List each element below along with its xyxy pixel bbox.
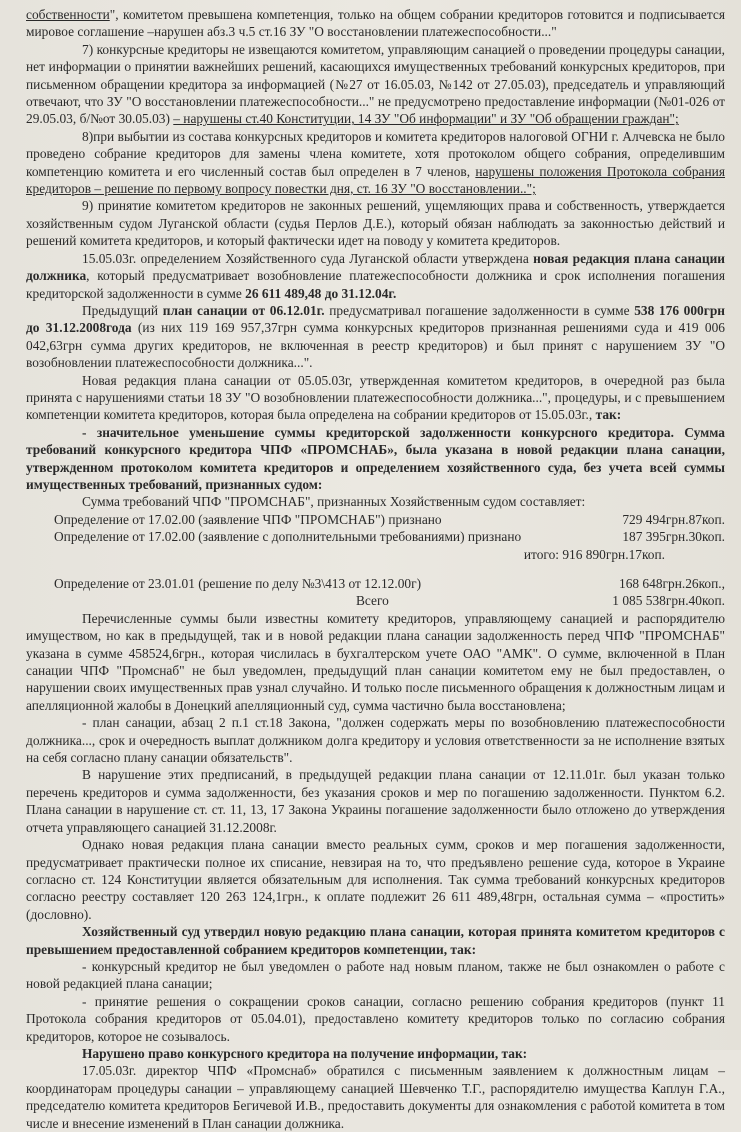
text-segment: (из них 119 169 957,37грн сумма конкурсных кредиторов признанная решениями суда и 419 006 042,63грн сумма других кредиторов, не включенная в реестр кредиторов) и был принят с нарушением ЗУ "О возобновлении платежеспособности должника...".: [26, 320, 725, 371]
paragraph: [26, 610, 725, 714]
claims-gap: [26, 563, 725, 575]
paragraph: [26, 923, 725, 958]
paragraph: [26, 128, 725, 198]
paragraph: [26, 1062, 725, 1132]
text-segment: , который предусматривает возобновление платежеспособности должника и срок исполнения погашения кредиторской задолженности в сумме: [26, 268, 725, 301]
claim-amount: 187 395грн.30коп.: [622, 529, 725, 545]
paragraph: [26, 836, 725, 923]
claim-row-3: [26, 575, 725, 592]
text-segment: 7) конкурсные кредиторы не извещаются комитетом, управляющим санацией о проведении процедуры санации, нет информации о принятии важнейших решений, касающихся имущественных требований конкурсных кредиторов, при письменном обращении кредитора за информацией (№27 от 16.05.03, №142 от 27.05.03), председатель и управляющий отвечают, что ЗУ "О восстановлении платежеспособности..." не предусмотрено предоставление информации (№01-026 от 29.05.03, б/№от 30.05.03): [26, 41, 725, 127]
document-body-part2: [26, 610, 725, 1132]
bold-text: 26 611 489,48 до 31.12.04г.: [245, 285, 397, 301]
paragraph: [26, 424, 725, 494]
paragraph: [26, 6, 725, 41]
claim-amount: 729 494грн.87коп.: [622, 511, 725, 527]
claims-intro: Сумма требований ЧПФ "ПРОМСНАБ", признанных Хозяйственным судом составляет:: [82, 494, 586, 510]
claim-label: Определение от 17.02.00 (заявление ЧПФ "ПРОМСНАБ") признано: [54, 511, 442, 527]
bold-text: 538 176 000грн до 31.12.2008года: [26, 302, 725, 336]
bold-text: Нарушено право конкурсного кредитора на получение информации, так:: [82, 1045, 528, 1061]
underlined-text: нарушены положения Протокола собрания кредиторов – решение по первому вопросу повестки дня, ст. 16 ЗУ "О восстановлении..";: [26, 163, 725, 197]
claims-rows: [26, 511, 725, 546]
paragraph: [26, 41, 725, 128]
text-segment: В нарушение этих предписаний, в предыдущей редакции плана санации от 12.11.01г. был указан только перечень кредиторов и сумма задолженности, без указания сроков и мер по погашению задолженности. Пунктом 6.2. Плана санации в нарушение ст. ст. 11, 13, 17 Закона Украины погашение задолженности было отложено до утверждения отчета управляющего санацией 31.12.2008г.: [26, 767, 725, 835]
text-segment: 9) принятие комитетом кредиторов не законных решений, ущемляющих права и собственность, утверждается хозяйственным судом Луганской области (судья Перлов Д.Е.), который обязан наблюдать за законностью действий и решений комитета кредиторов, и который фактически идет на поводу у комитета кредиторов.: [26, 198, 725, 249]
bold-text: - значительное уменьшение суммы кредиторской задолженности конкурсного кредитора. Сумма требований конкурсного кредитора ЧПФ «ПРОМСНАБ», была указана в новой редакции плана санации, утвержденном протоколом комитета кредиторов и определением хозяйственного суда, без учета всей суммы имущественных требований, признанных судом:: [26, 424, 725, 492]
text-segment: 15.05.03г. определением Хозяйственного суда Луганской области утверждена: [82, 250, 534, 266]
claim-label: Определение от 23.01.01 (решение по делу №3\413 от 12.12.00г): [54, 576, 422, 591]
text-segment: Однако новая редакция плана санации вместо реальных сумм, сроков и мер погашения задолженности, предусматривает практически полное их списание, невзирая на то, что предъявлено решение суда, которое в Украине согласно ст. 124 Конституции является обязательным для исполнения. Так сумма требований конкурсных кредиторов согласно реестру составляет 120 263 124,1грн., к оплате подлежит 26 611 489,48грн, остальная сумма – «простить» (дословно).: [26, 837, 725, 922]
text-segment: предусматривал погашение задолженности в сумме: [324, 302, 635, 318]
text-segment: - план санации, абзац 2 п.1 ст.18 Закона, "должен содержать меры по возобновлению платежеспособности должника..., срок и очередность выплат должником долга кредитору и условия ответственности за не исполнение взятых на себя согласно плану санации обязательств".: [26, 715, 725, 766]
claim-amount: 168 648грн.26коп.,: [619, 576, 725, 591]
claim-row: [26, 528, 725, 545]
paragraph: [26, 714, 725, 766]
text-segment: - принятие решения о сокращении сроков санации, согласно решению собрания кредиторов (пункт 11 Протокола собрания кредиторов от 05.04.01), предоставлено комитету кредиторов только по согласию собрания кредиторов, которое не созывалось.: [26, 993, 725, 1044]
bold-text: Хозяйственный суд утвердил новую редакцию плана санации, которая принята комитетом кредиторов с превышением предоставленной собранием кредиторов компетенции, так:: [26, 924, 725, 957]
claims-subtotal: итого: 916 890грн.17коп.: [523, 546, 665, 562]
paragraph: [26, 958, 725, 993]
text-segment: 17.05.03г. директор ЧПФ «Промснаб» обратился с письменным заявлением к должностным лицам – координаторам процедуры санации – управляющему санацией Шевченко Т.Г., распорядителю имущества Каплун Г.А., председателю комитета кредиторов Бегичевой И.В., предоставить документы для ознакомления с работой комитета в том числе и внесение изменений в План санации должника.: [26, 1063, 725, 1131]
paragraph: [26, 250, 725, 302]
text-segment: Предыдущий: [82, 302, 163, 318]
paragraph: [26, 766, 725, 836]
claims-total-label: Всего: [356, 593, 389, 609]
claims-total-amount: 1 085 538грн.40коп.: [612, 593, 725, 609]
claims-table: [26, 493, 725, 609]
claim-row: [26, 511, 725, 528]
claim-label: Определение от 17.02.00 (заявление с дополнительными требованиями) признано: [54, 529, 522, 545]
bold-text: так:: [595, 407, 622, 423]
text-segment: Новая редакция плана санации от 05.05.03г, утвержденная комитетом кредиторов, в очередной раз была принята с нарушениями статьи 18 ЗУ "О возобновлении платежеспособности должника...", процедуры, и с превышением компетенции комитета кредиторов, которая была определена на собрании кредиторов от 15.05.03г.,: [26, 372, 725, 423]
paragraph: [26, 993, 725, 1045]
document-body-part1: [26, 6, 725, 493]
paragraph: [26, 1045, 725, 1062]
paragraph: [26, 302, 725, 372]
text-segment: - конкурсный кредитор не был уведомлен о работе над новым планом, также не был ознакомлен о работе с новой редакцией плана санации;: [26, 958, 725, 992]
text-segment: Перечисленные суммы были известны комитету кредиторов, управляющему санацией и распорядителю имуществом, но как в предыдущей, так и в новой редакции плана санации задолженность перед ЧПФ "ПРОМСНАБ" указана в сумме 458524,6грн., которая числилась в бухгалтерском учете ОАО "АМК". О сумме, включенной в План санации ЧПФ "Промснаб" не был уведомлен, предыдущий план санации комитетом ему не был предоставлен, о нарушении своих имущественных прав узнал случайно. И только после письменного обращения к должностным лицам и апелляционной жалобы в Донецкий апелляционный суд, сумма частично была восстановлена;: [26, 610, 725, 713]
underlined-text: – нарушены ст.40 Конституции, 14 ЗУ "Об информации" и ЗУ "Об обращении граждан";: [173, 111, 679, 127]
paragraph: [26, 197, 725, 249]
claims-total-row: [26, 592, 725, 609]
bold-text: план санации от 06.12.01г.: [162, 302, 325, 318]
paragraph: [26, 372, 725, 424]
bold-text: новая редакция плана санации должника: [26, 250, 725, 284]
text-segment: 8)при выбытии из состава конкурсных кредиторов и комитета кредиторов налоговой ОГНИ г. Алчевска не было проведено собрание кредиторов для замены члена комитете, хотя протоколом общего собрания, определившим компетенцию комитета и его численный состав был определен в 7 членов,: [26, 128, 725, 179]
underlined-text: собственности: [26, 7, 110, 22]
text-segment: ", комитетом превышена компетенция, только на общем собрании кредиторов готовится и подписывается мировое соглашение –нарушен абз.3 ч.5 ст.16 ЗУ "О восстановлении платежеспособности...": [26, 7, 725, 40]
